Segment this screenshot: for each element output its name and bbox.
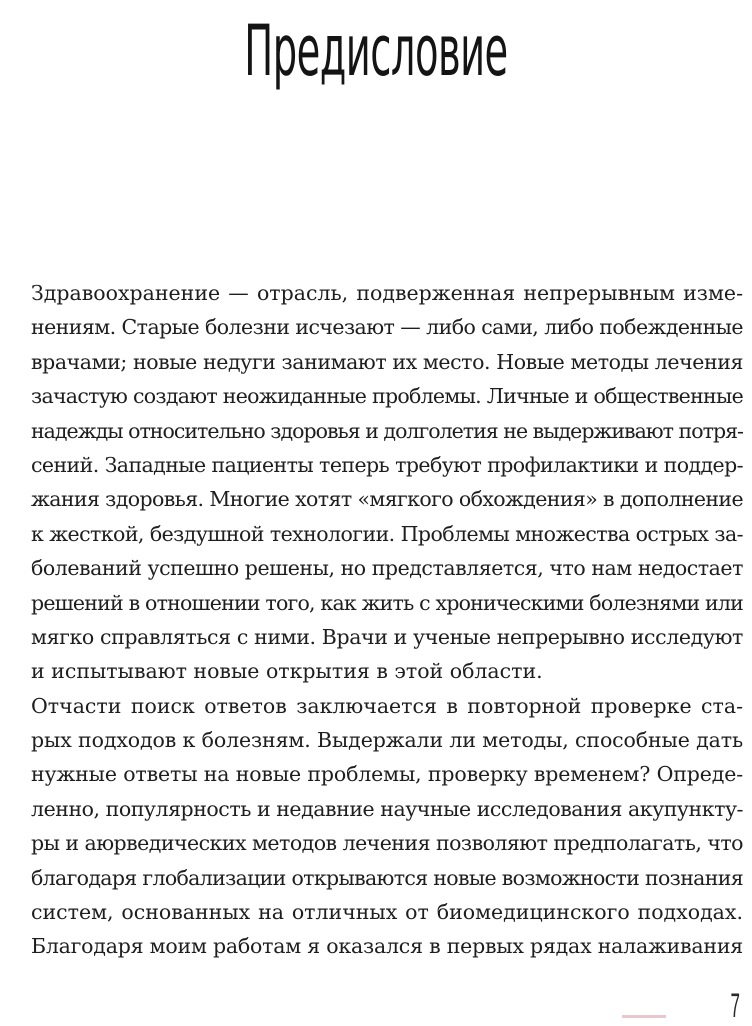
text-line: благодаря глобализации открываются новые возможности познания xyxy=(31,865,743,890)
paragraph-1 xyxy=(31,276,743,689)
text-line: болеваний успешно решены, но представляется, что нам недостает xyxy=(31,556,743,581)
text-line: к жесткой, бездушной технологии. Проблемы множества острых за- xyxy=(31,521,744,546)
text-line: и испытывают новые открытия в этой области. xyxy=(31,659,543,684)
text-line: надежды относительно здоровья и долголетия не выдерживают потря- xyxy=(31,418,743,443)
text-line: нужные ответы на новые проблемы, проверку временем? Опреде- xyxy=(31,762,743,787)
body-text xyxy=(31,276,743,964)
footer-mark xyxy=(622,1015,666,1018)
text-line: рых подходов к болезням. Выдержали ли методы, способные дать xyxy=(31,728,744,753)
text-line: ры и аюрведических методов лечения позволяют предполагать, что xyxy=(31,831,743,856)
text-line: Отчасти поиск ответов заключается в повторной проверке ста- xyxy=(31,693,743,718)
text-line: Благодаря моим работам я оказался в первых рядах налаживания xyxy=(31,934,743,959)
text-line: Здравоохранение — отрасль, подверженная непрерывным изме- xyxy=(31,281,743,305)
chapter-title: Предисловие xyxy=(244,10,508,92)
text-line: мягко справляться с ними. Врачи и ученые непрерывно исследуют xyxy=(31,624,743,649)
text-line: нениям. Старые болезни исчезают — либо сами, либо побежденные xyxy=(31,315,744,340)
text-line: зачастую создают неожиданные проблемы. Личные и общественные xyxy=(31,384,744,409)
text-line: сений. Западные пациенты теперь требуют профилактики и поддер- xyxy=(31,452,743,477)
text-line: врачами; новые недуги занимают их место. Новые методы лечения xyxy=(31,349,744,374)
text-line: решений в отношении того, как жить с хроническими болезнями или xyxy=(31,590,743,615)
paragraph-2 xyxy=(31,689,743,964)
text-line: систем, основанных на отличных от биомедицинского подходах. xyxy=(31,900,743,925)
page-number: 7 xyxy=(730,987,740,1025)
text-line: ленно, популярность и недавние научные исследования акупункту- xyxy=(31,796,744,821)
text-line: жания здоровья. Многие хотят «мягкого обхождения» в дополнение xyxy=(31,487,744,512)
